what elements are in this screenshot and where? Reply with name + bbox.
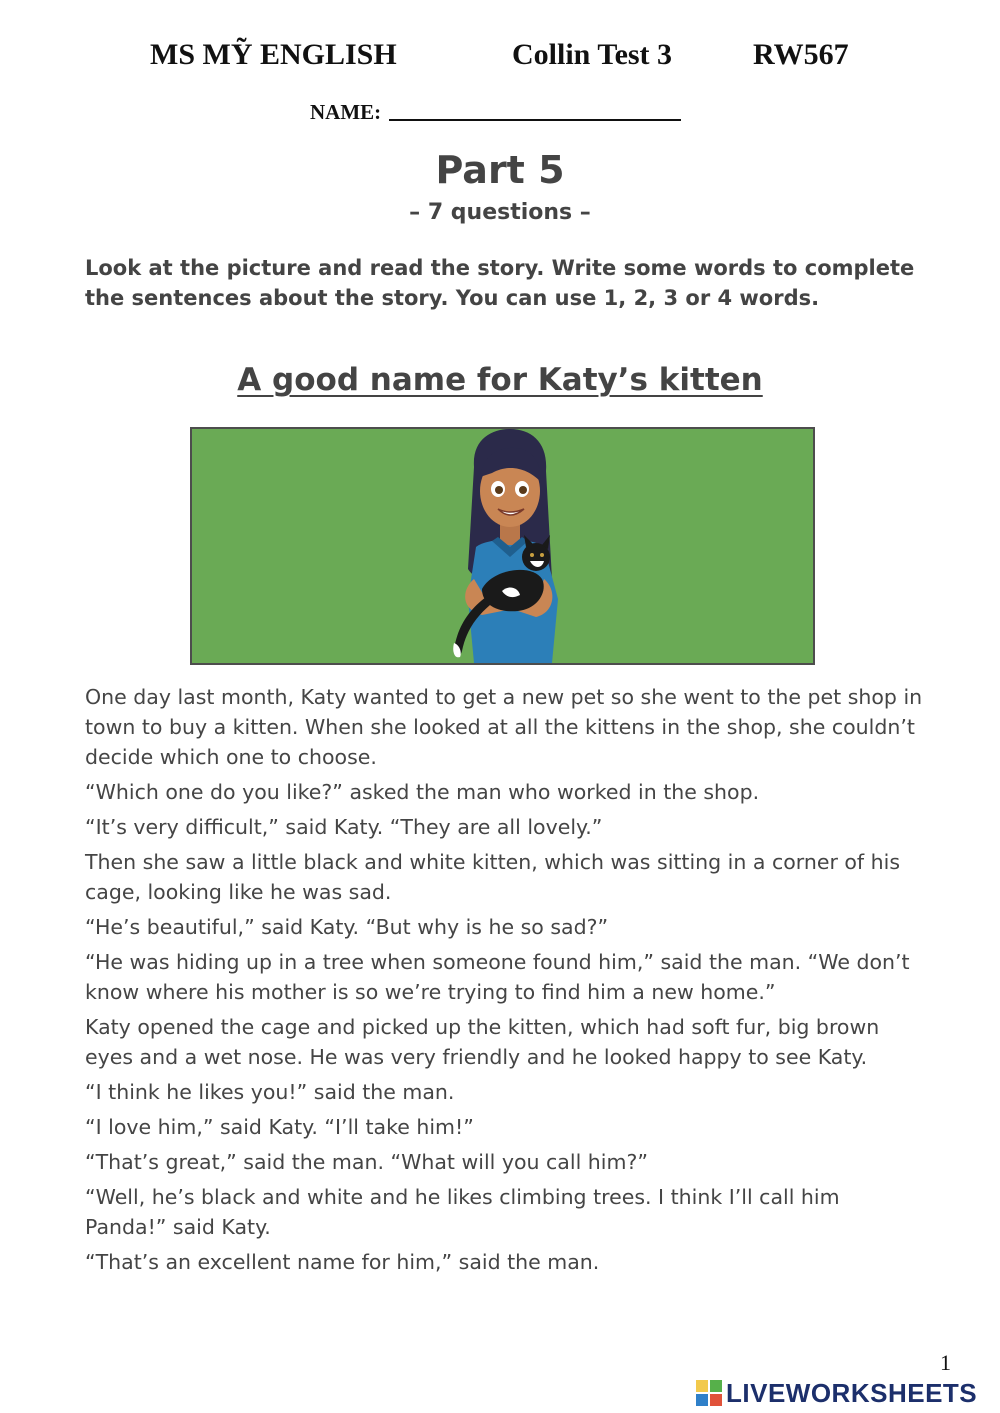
test-name: Collin Test 3	[512, 38, 673, 71]
story-paragraph: “That’s great,” said the man. “What will you call him?”	[85, 1150, 648, 1174]
story-paragraph: “Which one do you like?” asked the man who worked in the shop.	[85, 780, 760, 804]
document-header	[0, 38, 1000, 78]
school-name: MS MỸ ENGLISH	[150, 38, 397, 71]
story-paragraph: Then she saw a little black and white kitten, which was sitting in a corner of his cage, looking like he was sad.	[85, 850, 901, 904]
story-picture	[190, 427, 815, 665]
story-paragraph: Katy opened the cage and picked up the kitten, which had soft fur, big brown eyes and a wet nose. He was very friendly and he looked happy to see Katy.	[85, 1015, 880, 1069]
name-label: NAME:	[310, 100, 382, 124]
story-paragraph: “Well, he’s black and white and he likes climbing trees. I think I’ll call him Panda!” said Katy.	[85, 1185, 840, 1239]
watermark-text: LIVEWORKSHEETS	[726, 1378, 978, 1408]
page-number: 1	[940, 1350, 951, 1375]
story-paragraph: “I think he likes you!” said the man.	[85, 1080, 455, 1104]
story-paragraph: “I love him,” said Katy. “I’ll take him!”	[85, 1115, 474, 1139]
name-field	[310, 100, 681, 130]
instructions: Look at the picture and read the story. Write some words to complete the sentences about the story. You can use 1, 2, 3 or 4 words.	[85, 256, 915, 310]
test-code: RW567	[753, 38, 849, 71]
story-paragraph: One day last month, Katy wanted to get a new pet so she went to the pet shop in town to buy a kitten. When she looked at all the kittens in the shop, she couldn’t decide which one to choose.	[85, 685, 923, 769]
girl-holding-kitten-illustration	[192, 429, 813, 663]
story-paragraph: “It’s very difficult,” said Katy. “They are all lovely.”	[85, 815, 603, 839]
story-paragraph: “He’s beautiful,” said Katy. “But why is he so sad?”	[85, 915, 609, 939]
name-blank-line[interactable]	[389, 101, 681, 121]
story-paragraph: “That’s an excellent name for him,” said the man.	[85, 1250, 600, 1274]
story-title-text: A good name for Katy’s kitten	[237, 362, 763, 398]
story-paragraph: “He was hiding up in a tree when someone found him,” said the man. “We don’t know where his mother is so we’re trying to find him a new home.”	[85, 950, 910, 1004]
story-text	[85, 682, 925, 1282]
part-title: Part 5	[435, 148, 565, 192]
part-subtitle: – 7 questions –	[409, 200, 591, 225]
liveworksheets-logo-icon	[696, 1380, 722, 1406]
story-title	[0, 362, 1000, 398]
